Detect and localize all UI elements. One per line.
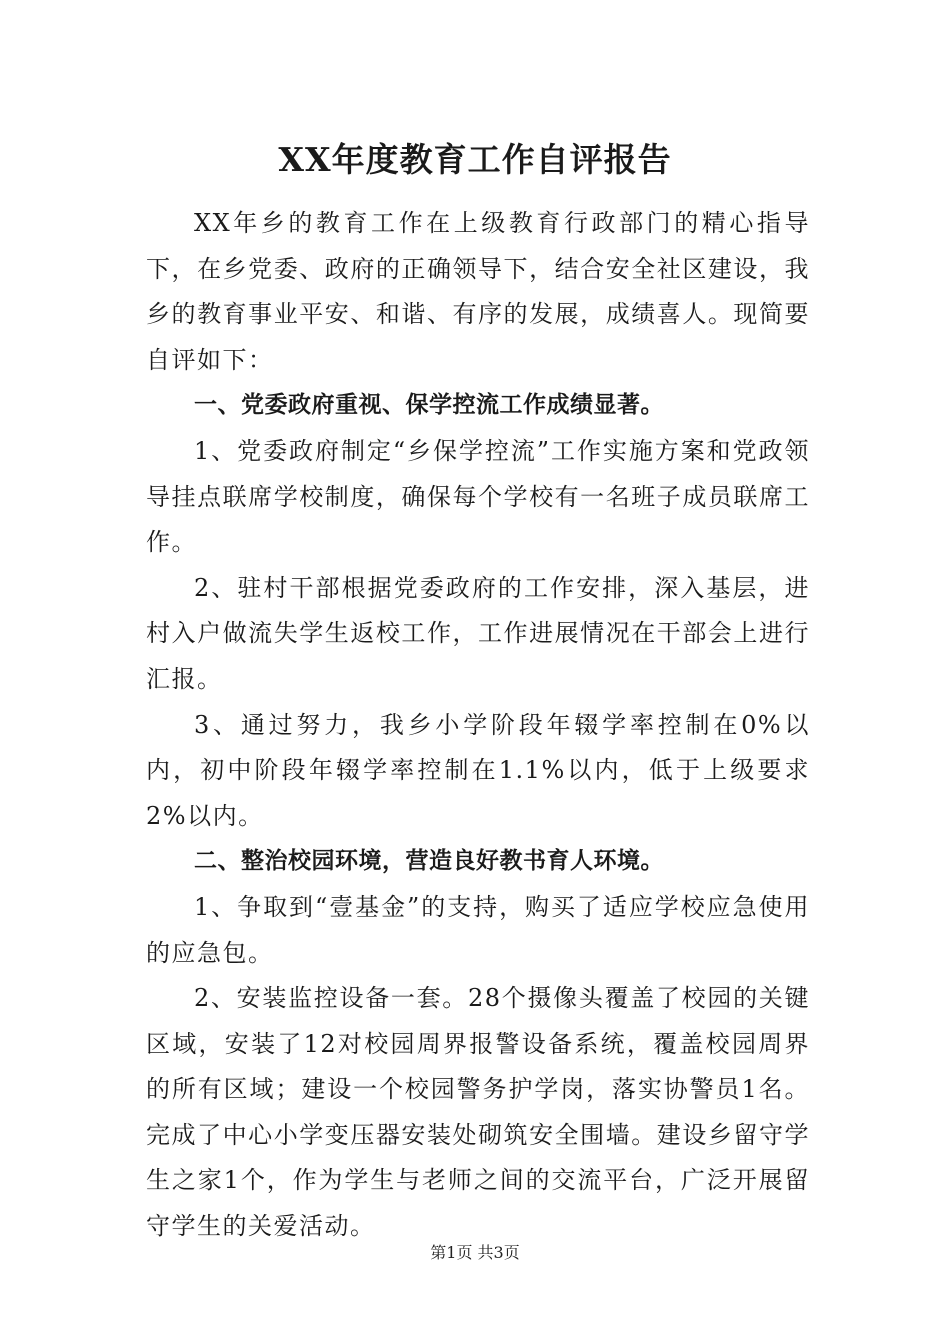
intro-paragraph: XX年乡的教育工作在上级教育行政部门的精心指导下，在乡党委、政府的正确领导下，结合安全社区建设，我乡的教育事业平安、和谐、有序的发展，成绩喜人。现简要自评如下： [146,209,810,374]
document-title: XX年度教育工作自评报告 [278,140,672,179]
section-heading-1: 一、党委政府重视、保学控流工作成绩显著。 [194,392,664,419]
section-heading-2: 二、整治校园环境，营造良好教书育人环境。 [194,848,664,875]
section-2-item-2: 2、安装监控设备一套。28个摄像头覆盖了校园的关键区域，安装了12对校园周界报警设备系统，覆盖校园周界的所有区域；建设一个校园警务护学岗，落实协警员1名。完成了中心小学变压器安装处砌筑安全围墙。建设乡留守学生之家1个，作为学生与老师之间的交流平台，广泛开展留守学生的关爱活动。 [146,984,810,1241]
document-body [146,201,810,1250]
page-number-footer: 第1页 共3页 [430,1243,520,1262]
section-2-item-1: 1、争取到“壹基金”的支持，购买了适应学校应急使用的应急包。 [146,892,810,967]
section-1-item-2: 2、驻村干部根据党委政府的工作安排，深入基层，进村入户做流失学生返校工作，工作进展情况在干部会上进行汇报。 [146,573,810,693]
section-1-item-1: 1、党委政府制定“乡保学控流”工作实施方案和党政领导挂点联席学校制度，确保每个学校有一名班子成员联席工作。 [146,436,810,557]
section-1-item-3: 3、通过努力，我乡小学阶段年辍学率控制在0%以内，初中阶段年辍学率控制在1.1%以内，低于上级要求2%以内。 [146,710,810,830]
